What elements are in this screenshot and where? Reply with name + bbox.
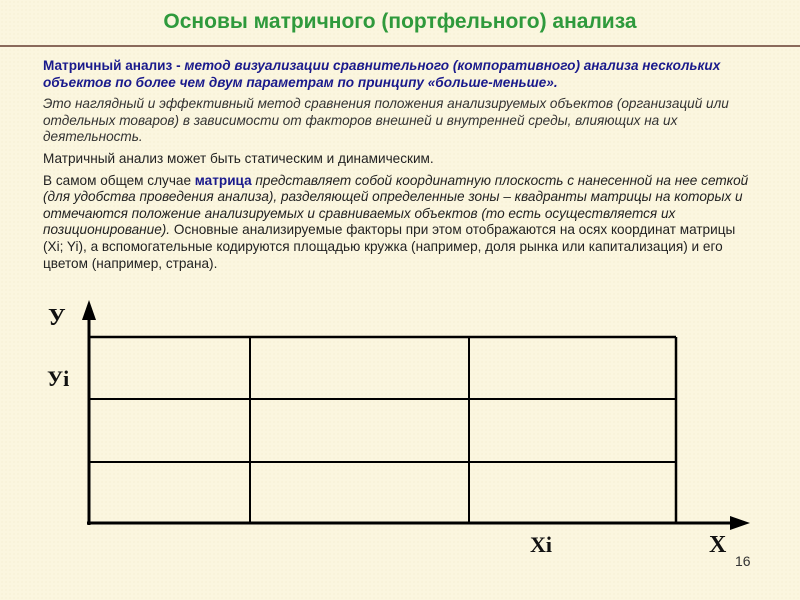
types-paragraph: Матричный анализ может быть статическим и динамическим. bbox=[43, 150, 434, 166]
term-separator: - bbox=[172, 58, 185, 73]
page-number: 16 bbox=[735, 553, 751, 569]
term-matrix-analysis: Матричный анализ bbox=[43, 58, 173, 73]
matrix-desc-factors: Основные анализируемые факторы при этом отображаются на осях координат матрицы (Xi; Yi), а вспомогательные кодируются площадью кружка (например, доля рынка или капитализация) и его цветом (например, страна). bbox=[43, 222, 736, 271]
matrix-desc-italic: представляет собой координатную плоскость с нанесенной на нее сеткой (для удобства проведения анализа), разделяющей определенные зоны – квадранты матрицы на которых и отмечаются положение анализируемых и сравниваемых объектов (то есть осуществляется их позиционирование). bbox=[43, 172, 749, 238]
matrix-grid bbox=[89, 337, 676, 523]
slide-title: Основы матричного (портфельного) анализа bbox=[163, 10, 637, 33]
matrix-desc-intro: В самом общем случае bbox=[43, 172, 195, 188]
x-axis-label: X bbox=[709, 532, 727, 558]
yi-label: Уi bbox=[47, 366, 70, 391]
purpose-paragraph: Это наглядный и эффективный метод сравнения положения анализируемых объектов (организаций или отдельных товаров) в зависимости от факторов внешней и внутренней среды, влияющих на их деятельность. bbox=[43, 96, 729, 145]
y-axis-arrow bbox=[82, 300, 96, 320]
term-definition: метод визуализации сравнительного (компоративного) анализа нескольких объектов по более чем двум параметрам по принципу «больше-меньше». bbox=[43, 58, 721, 90]
x-axis-arrow bbox=[730, 516, 750, 530]
y-axis-label: У bbox=[48, 305, 66, 331]
matrix-keyword: матрица bbox=[194, 172, 252, 188]
xi-label: Xi bbox=[530, 532, 552, 557]
